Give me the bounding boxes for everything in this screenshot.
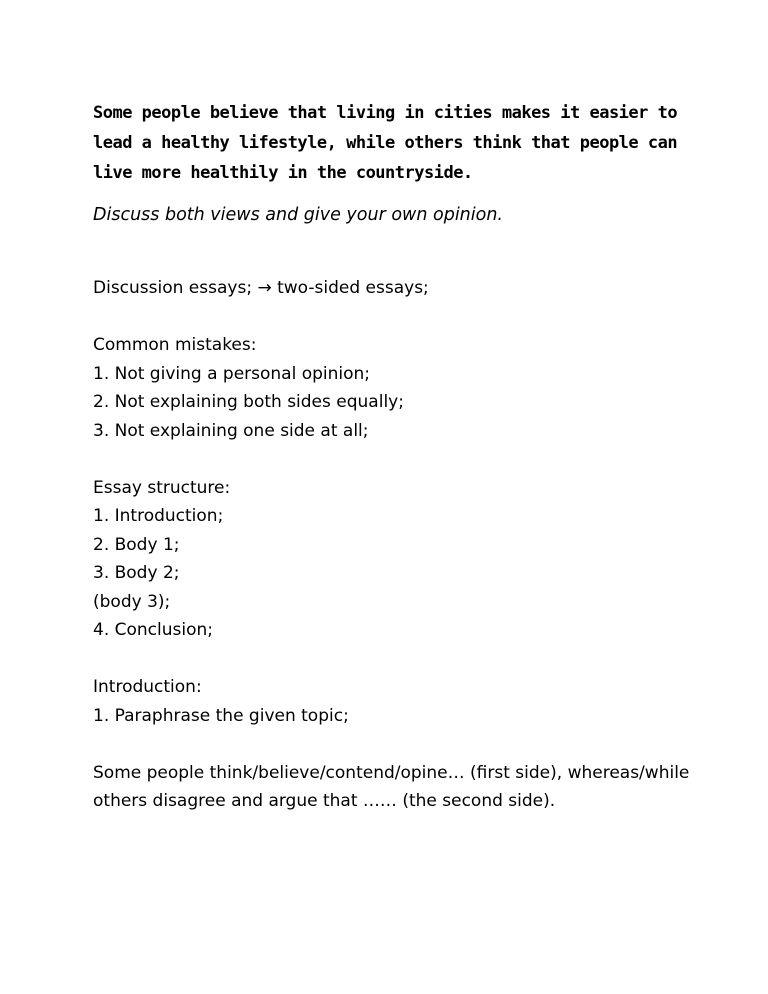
list-item: 1. Not giving a personal opinion; — [93, 363, 371, 384]
list-item: 2. Body 1; — [93, 534, 180, 555]
essay-type-note: Discussion essays; → two-sided essays; — [93, 278, 429, 298]
list-item: 1. Paraphrase the given topic; — [93, 705, 349, 726]
list-item: 4. Conclusion; — [93, 620, 213, 640]
essay-structure-heading: Essay structure: — [93, 477, 231, 498]
spacer — [93, 230, 713, 274]
spacer — [93, 445, 713, 474]
spacer — [93, 303, 713, 332]
essay-structure-section — [93, 474, 713, 645]
spacer — [93, 730, 713, 759]
essay-prompt: Some people believe that living in cities makes it easier to lead a healthy lifestyle, while others think that people can live more healthily in the countryside. — [93, 103, 678, 183]
list-item: 1. Introduction; — [93, 506, 224, 526]
document-content — [93, 98, 713, 816]
introduction-section — [93, 673, 713, 730]
introduction-heading: Introduction: — [93, 677, 202, 697]
list-item: 3. Not explaining one side at all; — [93, 420, 369, 441]
essay-instruction: Discuss both views and give your own opinion. — [93, 205, 503, 225]
template-sentence: Some people think/believe/contend/opine… (first side), whereas/while others disagree and argue that …… (the second side). — [93, 762, 690, 811]
list-item: 3. Body 2; — [93, 563, 180, 583]
common-mistakes-section — [93, 331, 713, 445]
notes-section — [93, 274, 713, 816]
list-item: (body 3); — [93, 591, 171, 612]
spacer — [93, 645, 713, 674]
list-item: 2. Not explaining both sides equally; — [93, 392, 404, 412]
common-mistakes-heading: Common mistakes: — [93, 335, 257, 355]
